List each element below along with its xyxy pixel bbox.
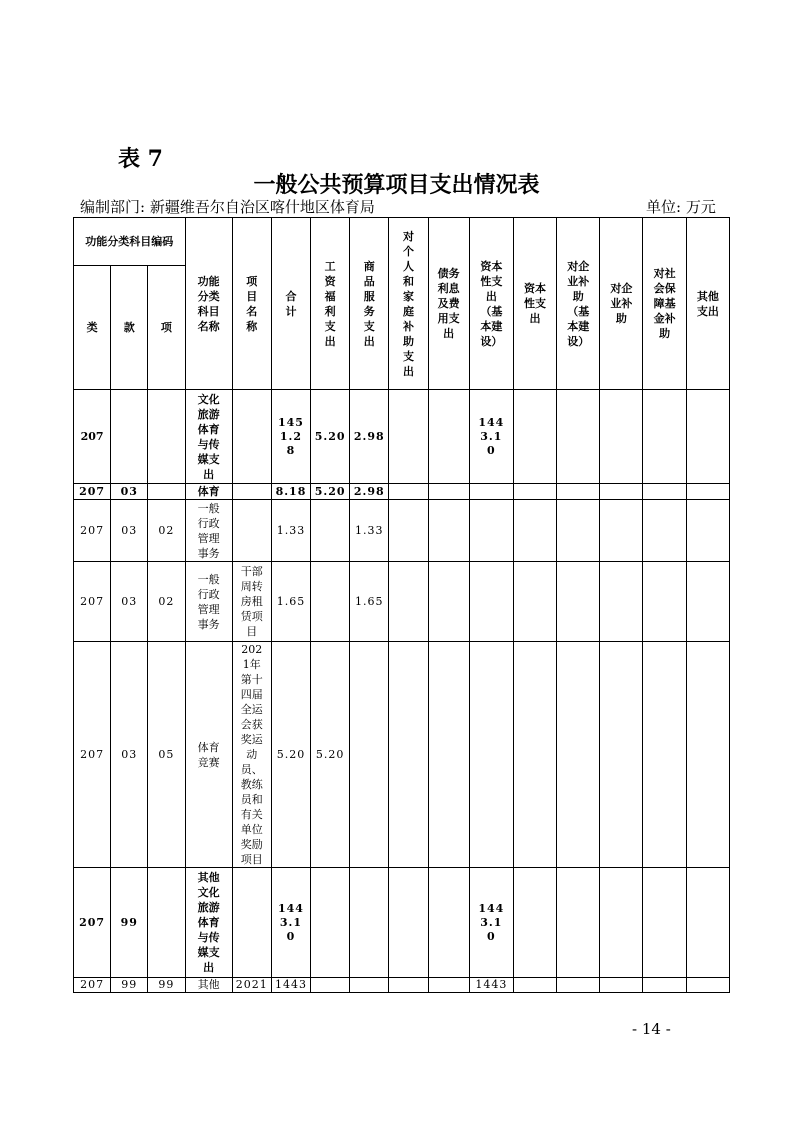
cell-lei: 207 — [74, 868, 111, 978]
header-debt: 债务利息及费用支出 — [428, 218, 469, 390]
cell-capital — [513, 868, 556, 978]
cell-debt — [428, 484, 469, 500]
header-personal: 对个人和家庭补助支出 — [389, 218, 428, 390]
cell-kuan: 03 — [111, 484, 148, 500]
cell-other — [686, 978, 729, 993]
cell-project — [232, 484, 271, 500]
cell-capital-basic — [469, 484, 513, 500]
cell-xiang — [148, 868, 185, 978]
table-row — [74, 868, 730, 978]
department-label: 编制部门: 新疆维吾尔自治区喀什地区体育局 — [80, 198, 375, 216]
cell-project: 2021 — [232, 978, 271, 993]
cell-lei: 207 — [74, 562, 111, 642]
unit-label: 单位: 万元 — [646, 198, 716, 216]
table-row — [74, 500, 730, 562]
cell-personal — [389, 484, 428, 500]
cell-project — [232, 500, 271, 562]
table-label: 表 7 — [118, 146, 163, 172]
cell-social — [643, 562, 686, 642]
header-capital: 资本性支出 — [513, 218, 556, 390]
cell-enterprise — [600, 500, 643, 562]
header-capital-basic: 资本性支出（基本建设） — [469, 218, 513, 390]
cell-enterprise-basic — [557, 500, 600, 562]
cell-xiang: 05 — [148, 642, 185, 868]
cell-xiang — [148, 484, 185, 500]
cell-enterprise — [600, 642, 643, 868]
cell-debt — [428, 868, 469, 978]
cell-enterprise — [600, 978, 643, 993]
header-func-name: 功能分类科目名称 — [185, 218, 232, 390]
cell-kuan: 99 — [111, 978, 148, 993]
cell-capital-basic — [469, 562, 513, 642]
cell-personal — [389, 562, 428, 642]
cell-func-name: 一般行政管理事务 — [185, 500, 232, 562]
cell-debt — [428, 500, 469, 562]
cell-wages — [311, 978, 350, 993]
header-enterprise: 对企业补助 — [600, 218, 643, 390]
cell-wages: 5.20 — [311, 642, 350, 868]
header-enterprise-basic: 对企业补助（基本建设） — [557, 218, 600, 390]
table-row — [74, 390, 730, 484]
cell-debt — [428, 978, 469, 993]
cell-lei: 207 — [74, 484, 111, 500]
table-row — [74, 562, 730, 642]
cell-kuan: 03 — [111, 562, 148, 642]
cell-enterprise-basic — [557, 484, 600, 500]
header-lei: 类 — [74, 266, 111, 390]
header-wages: 工资福利支出 — [311, 218, 350, 390]
header-func-code: 功能分类科目编码 — [74, 218, 186, 266]
cell-total: 1.33 — [271, 500, 310, 562]
cell-goods — [350, 978, 389, 993]
cell-lei: 207 — [74, 390, 111, 484]
cell-other — [686, 500, 729, 562]
cell-project — [232, 390, 271, 484]
cell-social — [643, 642, 686, 868]
cell-debt — [428, 562, 469, 642]
cell-personal — [389, 500, 428, 562]
cell-func-name: 体育 — [185, 484, 232, 500]
cell-social — [643, 484, 686, 500]
header-goods: 商品服务支出 — [350, 218, 389, 390]
cell-total: 1443.10 — [271, 868, 310, 978]
cell-xiang — [148, 390, 185, 484]
cell-xiang: 99 — [148, 978, 185, 993]
cell-enterprise-basic — [557, 642, 600, 868]
cell-personal — [389, 868, 428, 978]
cell-social — [643, 868, 686, 978]
cell-wages: 5.20 — [311, 484, 350, 500]
cell-goods: 1.65 — [350, 562, 389, 642]
cell-enterprise-basic — [557, 390, 600, 484]
cell-project — [232, 868, 271, 978]
page-number: - 14 - — [632, 1020, 671, 1038]
cell-enterprise — [600, 562, 643, 642]
cell-capital-basic — [469, 642, 513, 868]
cell-total: 1443 — [271, 978, 310, 993]
cell-other — [686, 562, 729, 642]
cell-capital-basic: 1443.10 — [469, 868, 513, 978]
cell-func-name: 其他文化旅游体育与传媒支出 — [185, 868, 232, 978]
cell-goods: 1.33 — [350, 500, 389, 562]
cell-total: 5.20 — [271, 642, 310, 868]
cell-project: 干部周转房租赁项目 — [232, 562, 271, 642]
cell-project: 2021年第十四届全运会获奖运动员、教练员和有关单位奖励项目 — [232, 642, 271, 868]
cell-debt — [428, 390, 469, 484]
cell-wages: 5.20 — [311, 390, 350, 484]
cell-personal — [389, 390, 428, 484]
cell-debt — [428, 642, 469, 868]
cell-kuan: 03 — [111, 500, 148, 562]
cell-enterprise-basic — [557, 868, 600, 978]
cell-other — [686, 868, 729, 978]
header-kuan: 款 — [111, 266, 148, 390]
cell-goods: 2.98 — [350, 390, 389, 484]
cell-enterprise — [600, 390, 643, 484]
cell-total: 1.65 — [271, 562, 310, 642]
cell-goods — [350, 868, 389, 978]
cell-kuan: 99 — [111, 868, 148, 978]
cell-other — [686, 390, 729, 484]
cell-enterprise-basic — [557, 562, 600, 642]
cell-total: 8.18 — [271, 484, 310, 500]
cell-wages — [311, 562, 350, 642]
cell-capital-basic: 1443.10 — [469, 390, 513, 484]
cell-xiang: 02 — [148, 562, 185, 642]
cell-func-name: 体育竞赛 — [185, 642, 232, 868]
header-xiang: 项 — [148, 266, 185, 390]
cell-goods: 2.98 — [350, 484, 389, 500]
header-project-name: 项目名称 — [232, 218, 271, 390]
cell-enterprise — [600, 868, 643, 978]
cell-wages — [311, 500, 350, 562]
cell-func-name: 文化旅游体育与传媒支出 — [185, 390, 232, 484]
cell-capital — [513, 390, 556, 484]
cell-wages — [311, 868, 350, 978]
cell-lei: 207 — [74, 978, 111, 993]
table-row — [74, 978, 730, 993]
cell-other — [686, 484, 729, 500]
cell-capital-basic — [469, 500, 513, 562]
cell-func-name: 其他 — [185, 978, 232, 993]
cell-capital-basic: 1443 — [469, 978, 513, 993]
cell-total: 1451.28 — [271, 390, 310, 484]
cell-personal — [389, 642, 428, 868]
cell-capital — [513, 484, 556, 500]
table-row — [74, 642, 730, 868]
cell-capital — [513, 562, 556, 642]
header-total: 合计 — [271, 218, 310, 390]
cell-xiang: 02 — [148, 500, 185, 562]
cell-lei: 207 — [74, 500, 111, 562]
cell-kuan: 03 — [111, 642, 148, 868]
page-title: 一般公共预算项目支出情况表 — [253, 172, 540, 198]
cell-enterprise-basic — [557, 978, 600, 993]
cell-capital — [513, 500, 556, 562]
cell-kuan — [111, 390, 148, 484]
cell-social — [643, 390, 686, 484]
table-row — [74, 484, 730, 500]
cell-lei: 207 — [74, 642, 111, 868]
cell-personal — [389, 978, 428, 993]
cell-capital — [513, 642, 556, 868]
header-social: 对社会保障基金补助 — [643, 218, 686, 390]
header-other: 其他支出 — [686, 218, 729, 390]
budget-table — [73, 217, 730, 993]
cell-capital — [513, 978, 556, 993]
cell-func-name: 一般行政管理事务 — [185, 562, 232, 642]
cell-social — [643, 500, 686, 562]
cell-social — [643, 978, 686, 993]
cell-other — [686, 642, 729, 868]
cell-goods — [350, 642, 389, 868]
cell-enterprise — [600, 484, 643, 500]
